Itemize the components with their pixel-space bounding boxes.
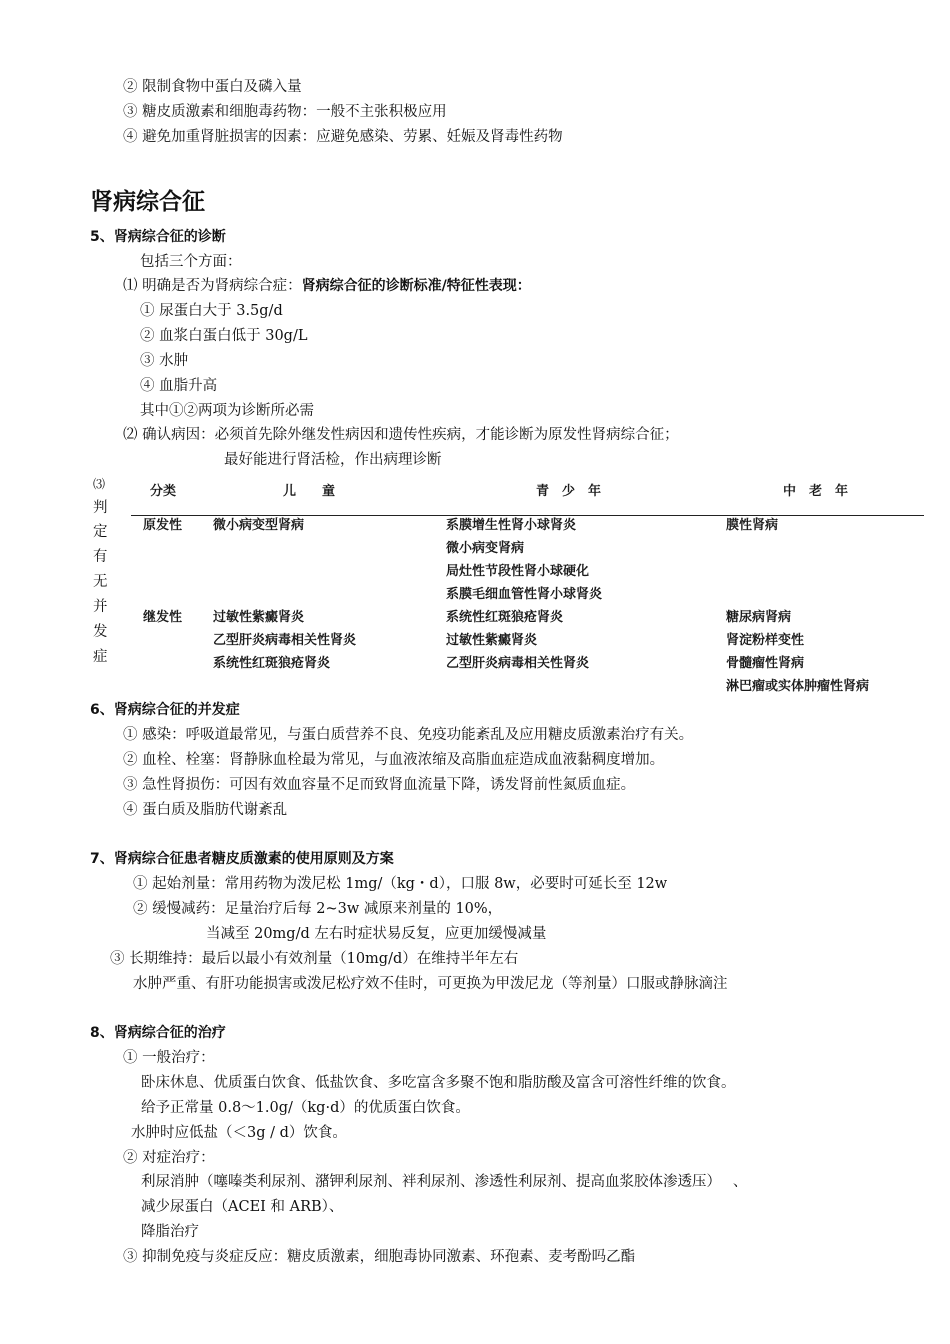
table-cell: 系统性红斑狼疮肾炎 (446, 610, 564, 625)
table-cell: 系膜增生性肾小球肾炎 (446, 518, 577, 533)
criteria-item: ③ 水肿 (140, 353, 189, 369)
table-cell: 过敏性紫癜肾炎 (446, 633, 538, 648)
complication-item: ① 感染：呼吸道最常见，与蛋白质营养不良、免疫功能紊乱及应用糖皮质激素治疗有关。 (123, 727, 694, 743)
treatment-detail: 利尿消肿（噻嗪类利尿剂、潴钾利尿剂、袢利尿剂、渗透性利尿剂、提高血浆胶体渗透压） 、 (141, 1174, 748, 1190)
criteria-item: ② 血浆白蛋白低于 30g/L (140, 328, 308, 344)
table-cell: 膜性肾病 (726, 518, 779, 533)
steroid-step: ① 起始剂量：常用药物为泼尼松 1mg/（kg・d），口服 8w，必要时可延长至 12w (133, 876, 668, 892)
intro-item: ② 限制食物中蛋白及磷入量 (123, 79, 302, 95)
steroid-note: 水肿严重、有肝功能损害或泼尼松疗效不佳时，可更换为甲泼尼龙（等剂量）口服或静脉滴注 (133, 976, 728, 992)
section-7-heading: 7、肾病综合征患者糖皮质激素的使用原则及方案 (90, 851, 394, 867)
s5-point-1-bold: 肾病综合征的诊断标准/特征性表现： (301, 278, 531, 294)
steroid-step: ② 缓慢减药：足量治疗后每 2~3w 减原来剂量的 10%， (133, 901, 503, 917)
table-cell: 乙型肝炎病毒相关性肾炎 (213, 633, 357, 648)
table-header-middle: 中 老 年 (783, 484, 849, 499)
table-cell: 淋巴瘤或实体肿瘤性肾病 (726, 679, 870, 694)
vertical-char: 有 (93, 549, 108, 565)
vertical-char: 症 (93, 649, 108, 665)
table-cell: 过敏性紫癜肾炎 (213, 610, 305, 625)
treatment-detail: 减少尿蛋白（ACEI 和 ARB）、 (141, 1199, 344, 1215)
vertical-char: 判 (93, 500, 108, 516)
s5-lead: 包括三个方面： (140, 254, 242, 270)
table-cell: 系统性红斑狼疮肾炎 (213, 656, 331, 671)
treatment-detail: 给予正常量 0.8～1.0g/（kg·d）的优质蛋白饮食。 (141, 1100, 470, 1116)
criteria-item: ① 尿蛋白大于 3.5g/d (140, 303, 283, 319)
s5-point-2-cont: 最好能进行肾活检，作出病理诊断 (224, 452, 442, 468)
table-cell: 肾淀粉样变性 (726, 633, 805, 648)
criteria-item: ④ 血脂升高 (140, 378, 218, 394)
table-cell: 微小病变肾病 (446, 541, 525, 556)
section-6-heading: 6、肾病综合征的并发症 (90, 702, 240, 718)
criteria-note: 其中①②两项为诊断所必需 (140, 403, 314, 419)
steroid-step-cont: 当减至 20mg/d 左右时症状易反复，应更加缓慢减量 (206, 926, 547, 942)
intro-item: ④ 避免加重肾脏损害的因素：应避免感染、劳累、妊娠及肾毒性药物 (123, 129, 563, 145)
table-cell: 糖尿病肾病 (726, 610, 792, 625)
row-label-primary: 原发性 (143, 518, 183, 533)
complication-item: ③ 急性肾损伤：可因有效血容量不足而致肾血流量下降，诱发肾前性氮质血症。 (123, 777, 636, 793)
section-5-heading: 5、肾病综合征的诊断 (90, 229, 226, 245)
intro-item: ③ 糖皮质激素和细胞毒药物：一般不主张积极应用 (123, 104, 447, 120)
table-cell: 骨髓瘤性肾病 (726, 656, 805, 671)
table-cell: 系膜毛细血管性肾小球肾炎 (446, 587, 603, 602)
vertical-char: 定 (93, 524, 108, 540)
treatment-item: ② 对症治疗： (123, 1150, 215, 1166)
table-header-child: 儿 童 (283, 484, 336, 499)
section-8-heading: 8、肾病综合征的治疗 (90, 1025, 226, 1041)
treatment-detail: 水肿时应低盐（＜3g / d）饮食。 (131, 1125, 347, 1141)
vertical-char: 发 (93, 624, 108, 640)
s5-point-1-text: ⑴ 明确是否为肾病综合症： (123, 278, 302, 294)
steroid-step: ③ 长期维持：最后以最小有效剂量（10mg/d）在维持半年左右 (110, 951, 519, 967)
treatment-item: ③ 抑制免疫与炎症反应：糖皮质激素，细胞毒协同激素、环孢素、麦考酚吗乙酯 (123, 1249, 636, 1265)
table-header-category: 分类 (150, 484, 177, 499)
vertical-char: 并 (93, 599, 108, 615)
vertical-char: 无 (93, 574, 108, 590)
page-title: 肾病综合征 (90, 189, 205, 215)
treatment-detail: 卧床休息、优质蛋白饮食、低盐饮食、多吃富含多聚不饱和脂肪酸及富含可溶性纤维的饮食。 (141, 1075, 736, 1091)
s5-point-1 (123, 276, 531, 296)
treatment-detail: 降脂治疗 (141, 1224, 199, 1240)
treatment-item: ① 一般治疗： (123, 1050, 215, 1066)
table-header-youth: 青 少 年 (536, 484, 602, 499)
complication-item: ② 血栓、栓塞：肾静脉血栓最为常见，与血液浓缩及高脂血症造成血液黏稠度增加。 (123, 752, 665, 768)
table-cell: 局灶性节段性肾小球硬化 (446, 564, 590, 579)
s5-point-3-number: ⑶ (93, 477, 106, 491)
s5-point-2: ⑵ 确认病因：必须首先除外继发性病因和遗传性疾病，才能诊断为原发性肾病综合征； (123, 427, 679, 443)
complication-item: ④ 蛋白质及脂肪代谢紊乱 (123, 802, 288, 818)
table-cell: 微小病变型肾病 (213, 518, 305, 533)
row-label-secondary: 继发性 (143, 610, 183, 625)
table-cell: 乙型肝炎病毒相关性肾炎 (446, 656, 590, 671)
